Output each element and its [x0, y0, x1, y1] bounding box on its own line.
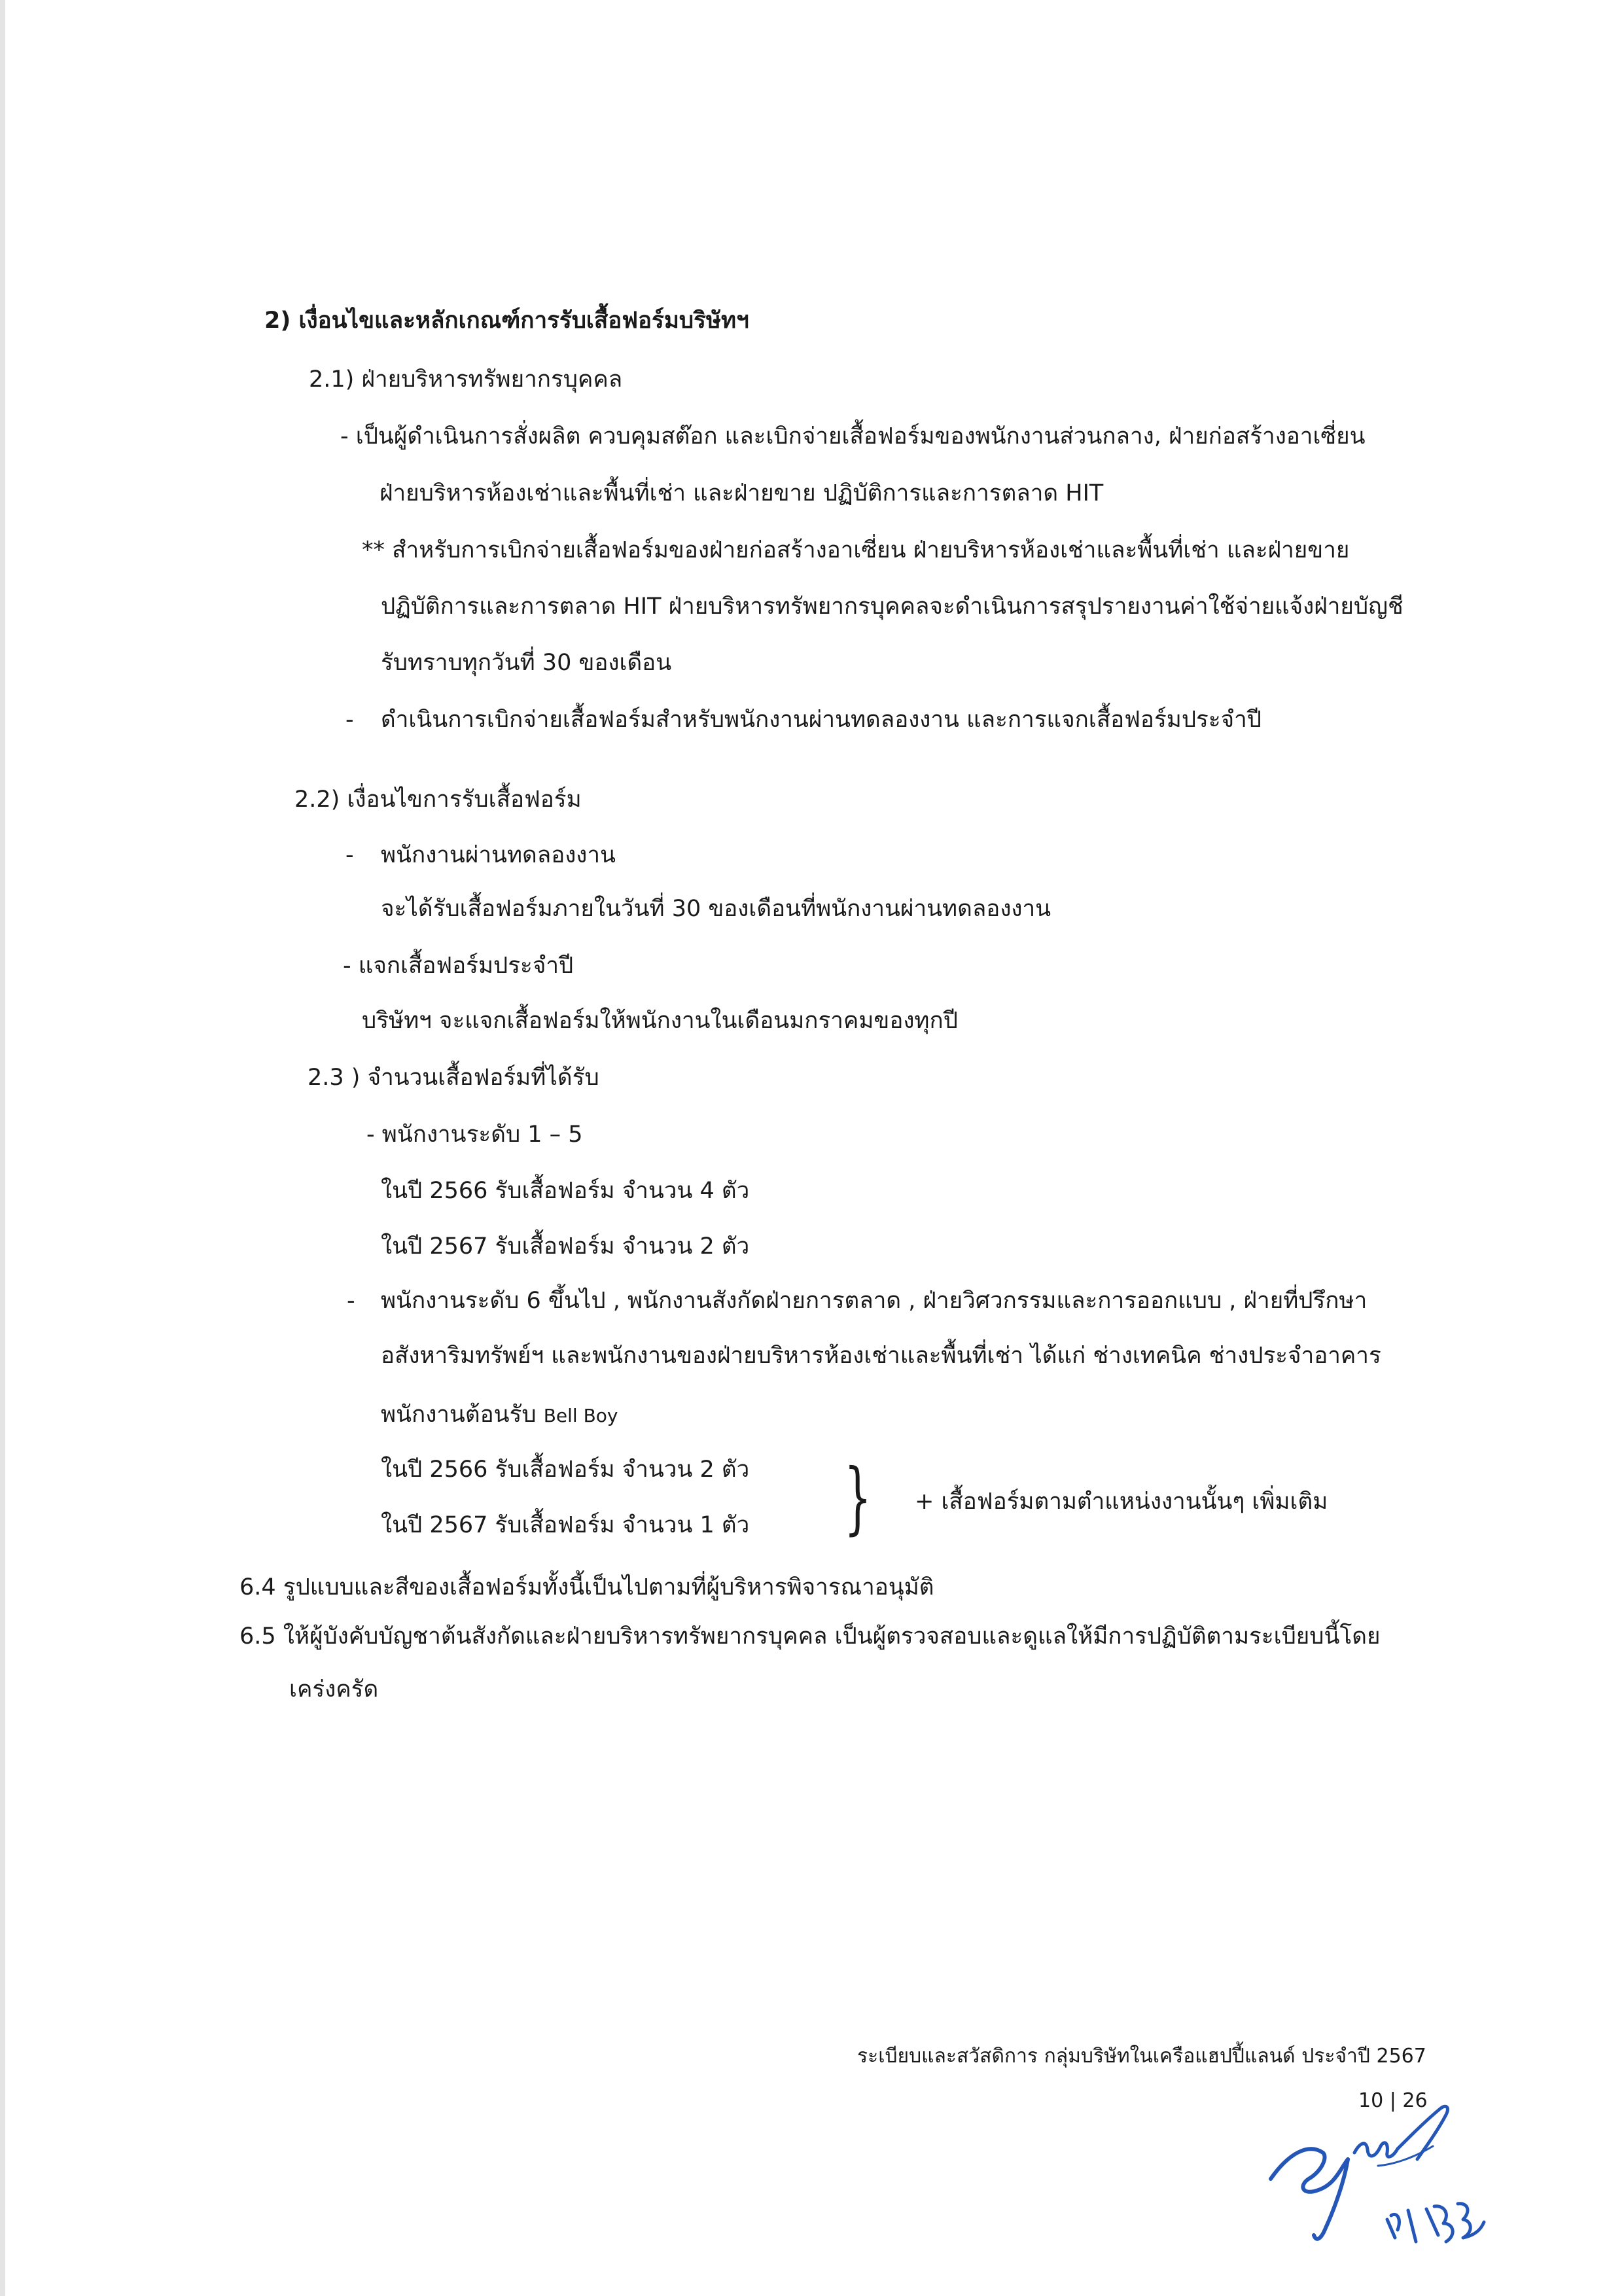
- s23-group-1-row-2: ในปี 2567 รับเสื้อฟอร์ม จำนวน 2 ตัว: [381, 1233, 750, 1260]
- s23-group-2-dash: -: [347, 1288, 355, 1314]
- s21-paragraph-1-line-2: ฝ่ายบริหารห้องเช่าและพื้นที่เช่า และฝ่ายขาย ปฏิบัติการและการตลาด HIT: [380, 480, 1104, 506]
- s23-group-2-line-3-bellboy: Bell Boy: [543, 1405, 618, 1426]
- s21-paragraph-2: ดำเนินการเบิกจ่ายเสื้อฟอร์มสำหรับพนักงานผ่านทดลองงาน และการแจกเสื้อฟอร์มประจำปี: [381, 707, 1262, 733]
- s23-group-2-extra: + เสื้อฟอร์มตามตำแหน่งงานนั้นๆ เพิ่มเติม: [915, 1489, 1328, 1515]
- s21-paragraph-2-dash: -: [345, 707, 354, 733]
- scan-edge: [0, 0, 5, 2296]
- s22-item-2-detail: บริษัทฯ จะแจกเสื้อฟอร์มให้พนักงานในเดือนมกราคมของทุกปี: [362, 1008, 958, 1034]
- s23-group-2-line-1: พนักงานระดับ 6 ขึ้นไป , พนักงานสังกัดฝ่ายการตลาด , ฝ่ายวิศวกรรมและการออกแบบ , ฝ่ายที่ปรึกษา: [381, 1288, 1368, 1314]
- page-number: 10 | 26: [1358, 2089, 1428, 2112]
- s21-note-line-3: รับทราบทุกวันที่ 30 ของเดือน: [381, 650, 672, 676]
- section-heading: 2) เงื่อนไขและหลักเกณฑ์การรับเสื้อฟอร์มบริษัทฯ: [264, 308, 749, 334]
- s22-item-1-detail: จะได้รับเสื้อฟอร์มภายในวันที่ 30 ของเดือนที่พนักงานผ่านทดลองงาน: [381, 896, 1051, 922]
- s23-group-2-line-2: อสังหาริมทรัพย์ฯ และพนักงานของฝ่ายบริหารห้องเช่าและพื้นที่เช่า ได้แก่ ช่างเทคนิค ช่างประจำอาคาร: [381, 1343, 1381, 1369]
- s23-group-1-row-1: ในปี 2566 รับเสื้อฟอร์ม จำนวน 4 ตัว: [381, 1178, 750, 1204]
- s21-note-line-1: ** สำหรับการเบิกจ่ายเสื้อฟอร์มของฝ่ายก่อสร้างอาเซี่ยน ฝ่ายบริหารห้องเช่าและพื้นที่เช่า และฝ่ายขาย: [362, 537, 1350, 563]
- item-6-5-line-2: เคร่งครัด: [289, 1676, 379, 1703]
- s23-group-2-line-3: [381, 1399, 618, 1432]
- s22-item-2: - แจกเสื้อฟอร์มประจำปี: [343, 953, 574, 979]
- s21-note-line-2: ปฏิบัติการและการตลาด HIT ฝ่ายบริหารทรัพยากรบุคคลจะดำเนินการสรุปรายงานค่าใช้จ่ายแจ้งฝ่ายบัญชี: [381, 593, 1403, 620]
- item-6-4: 6.4 รูปแบบและสีของเสื้อฟอร์มทั้งนี้เป็นไปตามที่ผู้บริหารพิจารณาอนุมัติ: [239, 1574, 934, 1600]
- s22-item-1: พนักงานผ่านทดลองงาน: [381, 842, 616, 868]
- subsection-2-1-title: 2.1) ฝ่ายบริหารทรัพยากรบุคคล: [309, 366, 623, 393]
- subsection-2-3-title: 2.3 ) จำนวนเสื้อฟอร์มที่ได้รับ: [308, 1065, 599, 1091]
- s23-group-2-row-1: ในปี 2566 รับเสื้อฟอร์ม จำนวน 2 ตัว: [381, 1457, 750, 1483]
- subsection-2-2-title: 2.2) เงื่อนไขการรับเสื้อฟอร์ม: [294, 786, 582, 813]
- s23-group-2-row-2: ในปี 2567 รับเสื้อฟอร์ม จำนวน 1 ตัว: [381, 1512, 750, 1538]
- s21-paragraph-1-line-1: - เป็นผู้ดำเนินการสั่งผลิต ควบคุมสต๊อก และเบิกจ่ายเสื้อฟอร์มของพนักงานส่วนกลาง, ฝ่ายก่อสร้างอาเซี่ยน: [340, 423, 1366, 450]
- footer-title: ระเบียบและสวัสดิการ กลุ่มบริษัทในเครือแฮปปี้แลนด์ ประจำปี 2567: [857, 2045, 1426, 2068]
- right-brace: }: [844, 1453, 872, 1544]
- item-6-5-line-1: 6.5 ให้ผู้บังคับบัญชาต้นสังกัดและฝ่ายบริหารทรัพยากรบุคคล เป็นผู้ตรวจสอบและดูแลให้มีการปฏิบัติตามระเบียบนี้โดย: [239, 1623, 1381, 1650]
- s23-group-1-title: - พนักงานระดับ 1 – 5: [366, 1122, 583, 1148]
- handwritten-signature: [1263, 2081, 1538, 2277]
- s22-item-1-dash: -: [345, 842, 354, 868]
- s23-group-2-line-3-thai: พนักงานต้อนรับ: [381, 1402, 544, 1428]
